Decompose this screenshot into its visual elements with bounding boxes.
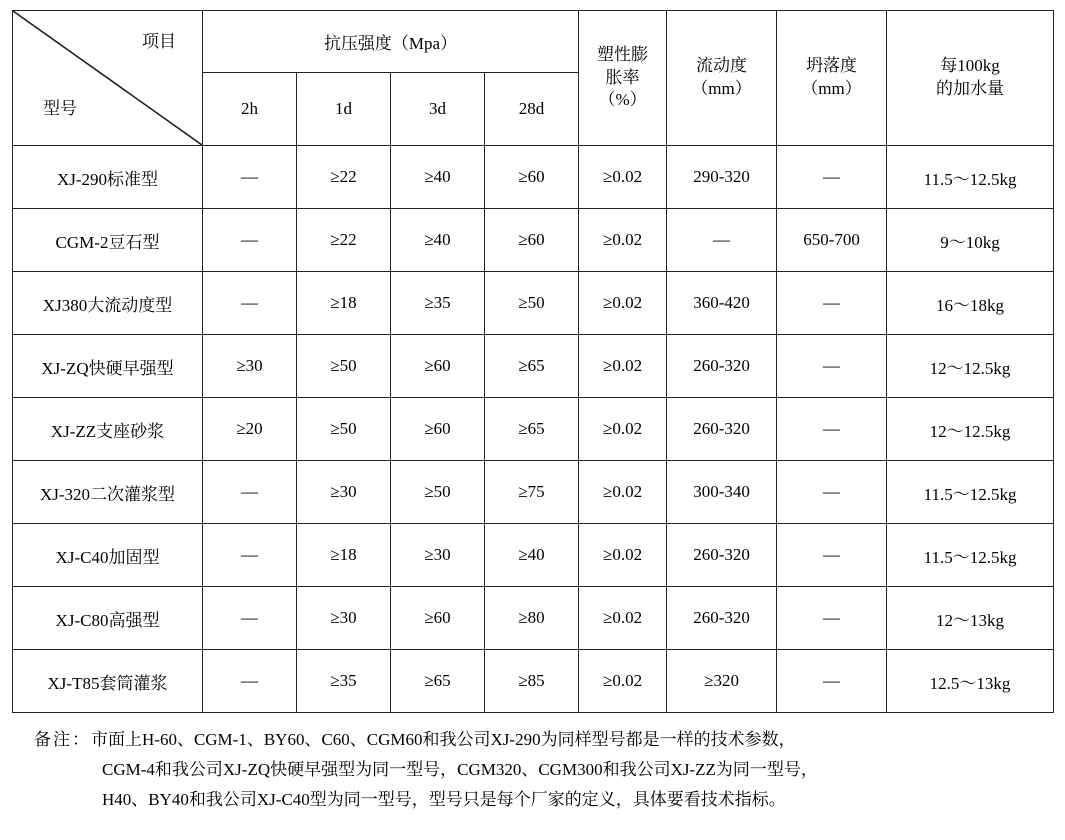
- cell-model: XJ-ZQ快硬早强型: [13, 335, 203, 398]
- header-fluidity: [667, 11, 777, 146]
- cell-fluidity: 300-340: [667, 461, 777, 524]
- cell-slump: —: [777, 272, 887, 335]
- cell-slump: —: [777, 524, 887, 587]
- cell-strength-1d: ≥30: [297, 461, 391, 524]
- cell-strength-2h: ≥30: [203, 335, 297, 398]
- table-row: [13, 650, 1054, 713]
- cell-model: XJ-ZZ支座砂浆: [13, 398, 203, 461]
- cell-model: XJ-C80高强型: [13, 587, 203, 650]
- corner-label-model: 型号: [43, 99, 77, 118]
- cell-fluidity: 260-320: [667, 398, 777, 461]
- header-slump-line2: （mm）: [801, 79, 862, 98]
- cell-expansion: ≥0.02: [579, 335, 667, 398]
- cell-strength-1d: ≥30: [297, 587, 391, 650]
- cell-strength-1d: ≥22: [297, 146, 391, 209]
- note-block: [12, 725, 1053, 814]
- cell-strength-1d: ≥22: [297, 209, 391, 272]
- cell-water: 11.5～12.5kg: [887, 461, 1054, 524]
- cell-water: 12～13kg: [887, 587, 1054, 650]
- cell-slump: —: [777, 587, 887, 650]
- cell-model: CGM-2豆石型: [13, 209, 203, 272]
- cell-strength-3d: ≥60: [391, 335, 485, 398]
- cell-slump: —: [777, 335, 887, 398]
- cell-water: 12～12.5kg: [887, 398, 1054, 461]
- header-water-line2: 的加水量: [936, 79, 1005, 98]
- cell-strength-28d: ≥85: [485, 650, 579, 713]
- header-compressive-strength: 抗压强度（Mpa）: [203, 11, 579, 73]
- cell-expansion: ≥0.02: [579, 209, 667, 272]
- cell-water: 16～18kg: [887, 272, 1054, 335]
- header-water-line1: 每100kg: [940, 56, 1000, 76]
- corner-label-item: 项目: [142, 32, 176, 51]
- cell-slump: —: [777, 398, 887, 461]
- note-text-1: 市面上H-60、CGM-1、BY60、C60、CGM60和我公司XJ-290为同样型号都是一样的技术参数，: [91, 730, 796, 749]
- cell-strength-3d: ≥65: [391, 650, 485, 713]
- cell-strength-3d: ≥40: [391, 209, 485, 272]
- cell-expansion: ≥0.02: [579, 272, 667, 335]
- cell-strength-1d: ≥50: [297, 335, 391, 398]
- table-header: [13, 11, 1054, 146]
- table-row: [13, 587, 1054, 650]
- cell-fluidity: ≥320: [667, 650, 777, 713]
- note-line-2: CGM-4和我公司XJ-ZQ快硬早强型为同一型号，CGM320、CGM300和我公司XJ-ZZ为同一型号，: [102, 759, 818, 779]
- cell-strength-28d: ≥65: [485, 398, 579, 461]
- cell-strength-3d: ≥40: [391, 146, 485, 209]
- cell-strength-28d: ≥65: [485, 335, 579, 398]
- cell-water: 12.5～13kg: [887, 650, 1054, 713]
- table-body: [13, 146, 1054, 713]
- cell-slump: —: [777, 146, 887, 209]
- cell-strength-3d: ≥35: [391, 272, 485, 335]
- table-row: [13, 524, 1054, 587]
- cell-strength-2h: —: [203, 650, 297, 713]
- cell-expansion: ≥0.02: [579, 587, 667, 650]
- cell-strength-2h: —: [203, 587, 297, 650]
- cell-strength-2h: —: [203, 524, 297, 587]
- cell-slump: —: [777, 461, 887, 524]
- cell-water: 11.5～12.5kg: [887, 524, 1054, 587]
- cell-strength-3d: ≥60: [391, 398, 485, 461]
- cell-strength-1d: ≥50: [297, 398, 391, 461]
- cell-fluidity: 260-320: [667, 335, 777, 398]
- cell-model: XJ-320二次灌浆型: [13, 461, 203, 524]
- cell-model: XJ-C40加固型: [13, 524, 203, 587]
- table-row: [13, 272, 1054, 335]
- cell-expansion: ≥0.02: [579, 398, 667, 461]
- table-row: [13, 335, 1054, 398]
- cell-fluidity: 260-320: [667, 524, 777, 587]
- cell-strength-1d: ≥18: [297, 272, 391, 335]
- cell-model: XJ-T85套筒灌浆: [13, 650, 203, 713]
- cell-strength-2h: —: [203, 461, 297, 524]
- header-slump-line1: 坍落度: [806, 56, 858, 76]
- cell-water: 9～10kg: [887, 209, 1054, 272]
- header-fluidity-line2: （mm）: [691, 79, 752, 98]
- cell-model: XJ380大流动度型: [13, 272, 203, 335]
- table-row: [13, 398, 1054, 461]
- cell-strength-3d: ≥50: [391, 461, 485, 524]
- header-plastic-expansion-line3: （%）: [598, 90, 647, 110]
- cell-strength-2h: —: [203, 272, 297, 335]
- cell-strength-3d: ≥60: [391, 587, 485, 650]
- cell-expansion: ≥0.02: [579, 461, 667, 524]
- cell-slump: 650-700: [777, 209, 887, 272]
- note-label: 备注：: [34, 730, 91, 749]
- cell-model: XJ-290标准型: [13, 146, 203, 209]
- header-plastic-expansion: [579, 11, 667, 146]
- specification-table: [12, 10, 1054, 713]
- cell-strength-28d: ≥40: [485, 524, 579, 587]
- header-plastic-expansion-line1: 塑性膨: [597, 44, 649, 64]
- header-water-per-100kg: [887, 11, 1054, 146]
- cell-strength-28d: ≥60: [485, 146, 579, 209]
- cell-expansion: ≥0.02: [579, 650, 667, 713]
- cell-strength-28d: ≥60: [485, 209, 579, 272]
- cell-water: 12～12.5kg: [887, 335, 1054, 398]
- header-strength-1d: 1d: [297, 73, 391, 146]
- cell-fluidity: —: [667, 209, 777, 272]
- cell-expansion: ≥0.02: [579, 524, 667, 587]
- cell-water: 11.5～12.5kg: [887, 146, 1054, 209]
- header-strength-28d: 28d: [485, 73, 579, 146]
- table-row: [13, 209, 1054, 272]
- cell-strength-1d: ≥18: [297, 524, 391, 587]
- cell-strength-1d: ≥35: [297, 650, 391, 713]
- cell-strength-28d: ≥80: [485, 587, 579, 650]
- corner-header-cell: [13, 11, 203, 146]
- table-row: [13, 146, 1054, 209]
- cell-expansion: ≥0.02: [579, 146, 667, 209]
- cell-strength-3d: ≥30: [391, 524, 485, 587]
- cell-strength-28d: ≥50: [485, 272, 579, 335]
- cell-fluidity: 360-420: [667, 272, 777, 335]
- header-fluidity-line1: 流动度: [696, 56, 748, 76]
- cell-strength-2h: —: [203, 209, 297, 272]
- cell-strength-2h: ≥20: [203, 398, 297, 461]
- table-row: [13, 461, 1054, 524]
- cell-slump: —: [777, 650, 887, 713]
- header-strength-2h: 2h: [203, 73, 297, 146]
- header-plastic-expansion-line2: 胀率: [605, 67, 640, 87]
- cell-strength-28d: ≥75: [485, 461, 579, 524]
- header-strength-3d: 3d: [391, 73, 485, 146]
- note-line-3: H40、BY40和我公司XJ-C40型为同一型号，型号只是每个厂家的定义，具体要看技术指标。: [102, 789, 786, 809]
- header-slump: [777, 11, 887, 146]
- note-line-1: [34, 725, 1053, 755]
- cell-strength-2h: —: [203, 146, 297, 209]
- cell-fluidity: 260-320: [667, 587, 777, 650]
- cell-fluidity: 290-320: [667, 146, 777, 209]
